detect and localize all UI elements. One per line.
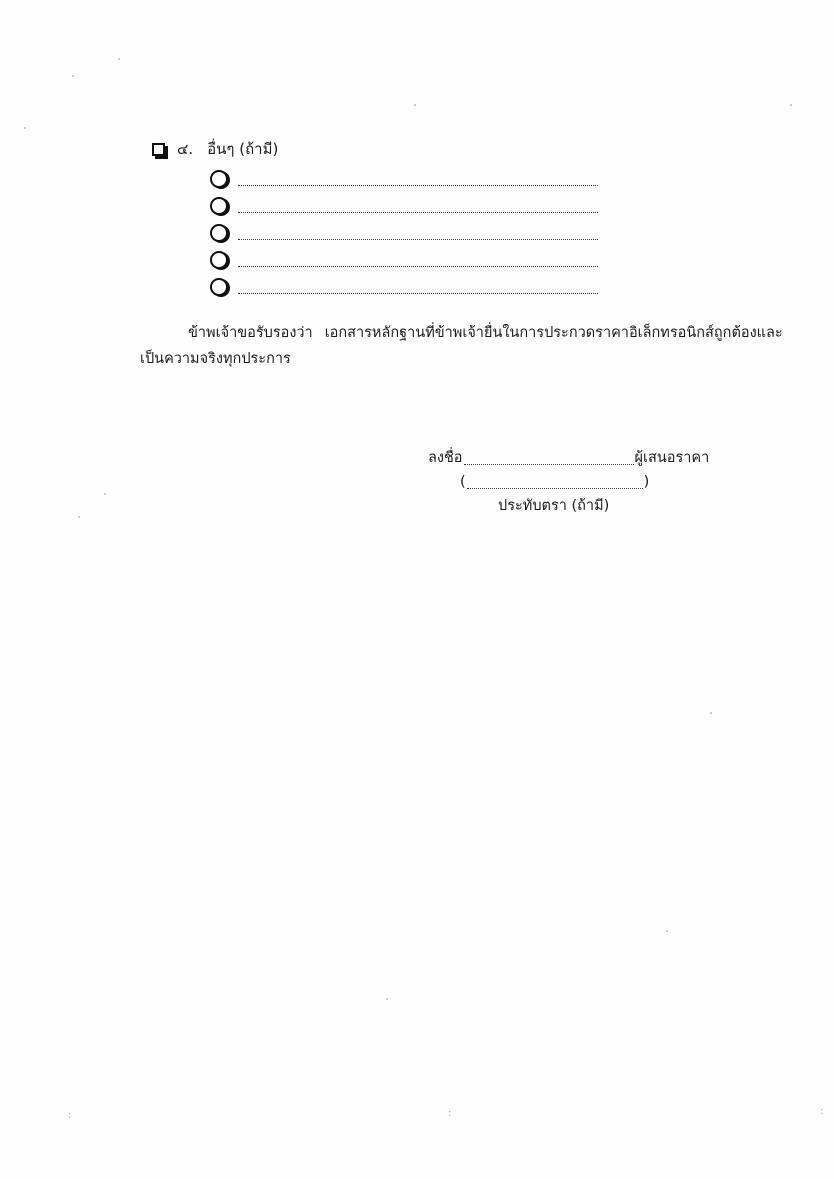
list-item (210, 189, 610, 216)
scan-speck (24, 127, 26, 129)
bidder-label: ผู้เสนอราคา (634, 450, 710, 466)
list-item (210, 270, 610, 297)
company-stamp-label: ประทับตรา (ถ้ามี) (498, 498, 610, 514)
scan-speck (386, 998, 388, 1000)
radio-circle-icon[interactable] (210, 197, 228, 215)
scan-speck (104, 493, 106, 495)
signature-line[interactable] (464, 464, 634, 465)
paren-open: ( (460, 474, 466, 490)
scan-smudge: : (820, 1106, 824, 1117)
scan-speck (78, 516, 80, 518)
scan-smudge: : (68, 1110, 72, 1121)
signature-row (428, 446, 748, 470)
blank-dotted-line[interactable] (238, 239, 598, 240)
radio-circle-icon[interactable] (210, 224, 228, 242)
paren-close: ) (643, 474, 650, 490)
sign-label: ลงชื่อ (428, 450, 463, 466)
scan-speck (72, 75, 74, 77)
section-label: อื่นๆ (ถ้ามี) (207, 140, 279, 158)
radio-circle-icon[interactable] (210, 278, 228, 296)
list-item (210, 243, 610, 270)
certification-rest: เอกสารหลักฐานที่ข้าพเจ้ายื่นในการประกวดราคาอิเล็กทรอนิกส์ถูกต้องและ (324, 325, 783, 341)
scan-speck (118, 58, 120, 60)
radio-circle-icon[interactable] (210, 251, 228, 269)
blank-dotted-line[interactable] (238, 266, 598, 267)
section-4-header (152, 136, 278, 162)
blank-dotted-line[interactable] (238, 185, 598, 186)
other-items-list (210, 162, 610, 297)
certification-lead: ข้าพเจ้าขอรับรองว่า (188, 325, 313, 341)
scan-speck (666, 930, 668, 932)
certification-paragraph (140, 320, 783, 372)
scan-speck (790, 104, 792, 106)
list-item (210, 216, 610, 243)
printed-name-line[interactable] (467, 488, 643, 489)
signature-block (428, 446, 748, 518)
certification-line-1 (140, 320, 783, 346)
certification-line-2: เป็นความจริงทุกประการ (140, 351, 291, 367)
blank-dotted-line[interactable] (238, 293, 598, 294)
blank-dotted-line[interactable] (238, 212, 598, 213)
scan-speck (710, 712, 712, 714)
section-number: ๔. (177, 140, 194, 158)
checkbox-square-icon[interactable] (152, 143, 165, 156)
list-item (210, 162, 610, 189)
printed-name-row (460, 470, 748, 494)
scan-speck (414, 104, 416, 106)
radio-circle-icon[interactable] (210, 170, 228, 188)
scan-smudge: : (448, 1108, 452, 1119)
